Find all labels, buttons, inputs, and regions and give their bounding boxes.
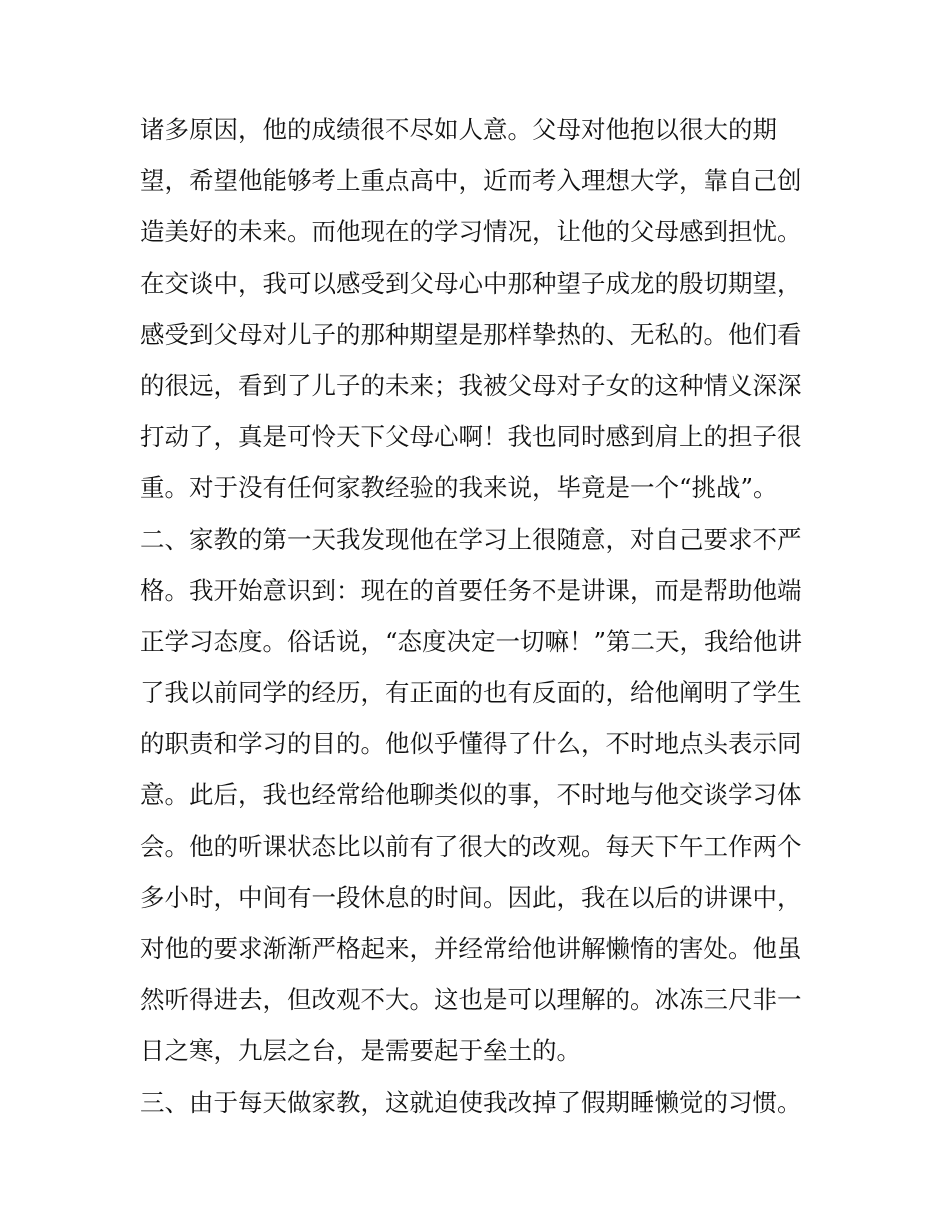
text-line: 感受到父母对儿子的那种期望是那样挚热的、无私的。他们看 (140, 319, 802, 349)
text-line: 二、家教的第一天我发现他在学习上很随意，对自己要求不严 (140, 524, 802, 554)
text-line: 了我以前同学的经历，有正面的也有反面的，给他阐明了学生 (140, 678, 802, 708)
text-line: 的职责和学习的目的。他似乎懂得了什么，不时地点头表示同 (140, 729, 802, 759)
text-line: 打动了，真是可怜天下父母心啊！我也同时感到肩上的担子很 (140, 422, 802, 452)
text-line: 多小时，中间有一段休息的时间。因此，我在以后的讲课中， (140, 882, 802, 912)
text-line: 造美好的未来。而他现在的学习情况，让他的父母感到担忧。 (140, 217, 802, 247)
text-line: 对他的要求渐渐严格起来，并经常给他讲解懒惰的害处。他虽 (140, 934, 802, 963)
text-line: 三、由于每天做家教，这就迫使我改掉了假期睡懒觉的习惯。 (140, 1087, 802, 1117)
text-line: 意。此后，我也经常给他聊类似的事，不时地与他交谈学习体 (140, 780, 802, 810)
text-line: 会。他的听课状态比以前有了很大的改观。每天下午工作两个 (140, 831, 802, 861)
text-line: 诸多原因，他的成绩很不尽如人意。父母对他抱以很大的期 (140, 115, 777, 144)
text-line: 重。对于没有任何家教经验的我来说，毕竟是一个“挑战”。 (140, 473, 778, 503)
text-line: 日之寒，九层之台，是需要起于垒土的。 (140, 1036, 581, 1066)
document-body (140, 104, 820, 1128)
text-line: 在交谈中，我可以感受到父母心中那种望子成龙的殷切期望， (140, 268, 802, 298)
text-line: 正学习态度。俗话说，“态度决定一切嘛！”第二天，我给他讲 (140, 626, 803, 656)
text-line: 然听得进去，但改观不大。这也是可以理解的。冰冻三尺非一 (140, 985, 802, 1015)
text-line: 格。我开始意识到：现在的首要任务不是讲课，而是帮助他端 (140, 575, 802, 605)
text-line: 望，希望他能够考上重点高中，近而考入理想大学，靠自己创 (140, 166, 802, 196)
text-line: 的很远，看到了儿子的未来；我被父母对子女的这种情义深深 (140, 370, 802, 400)
